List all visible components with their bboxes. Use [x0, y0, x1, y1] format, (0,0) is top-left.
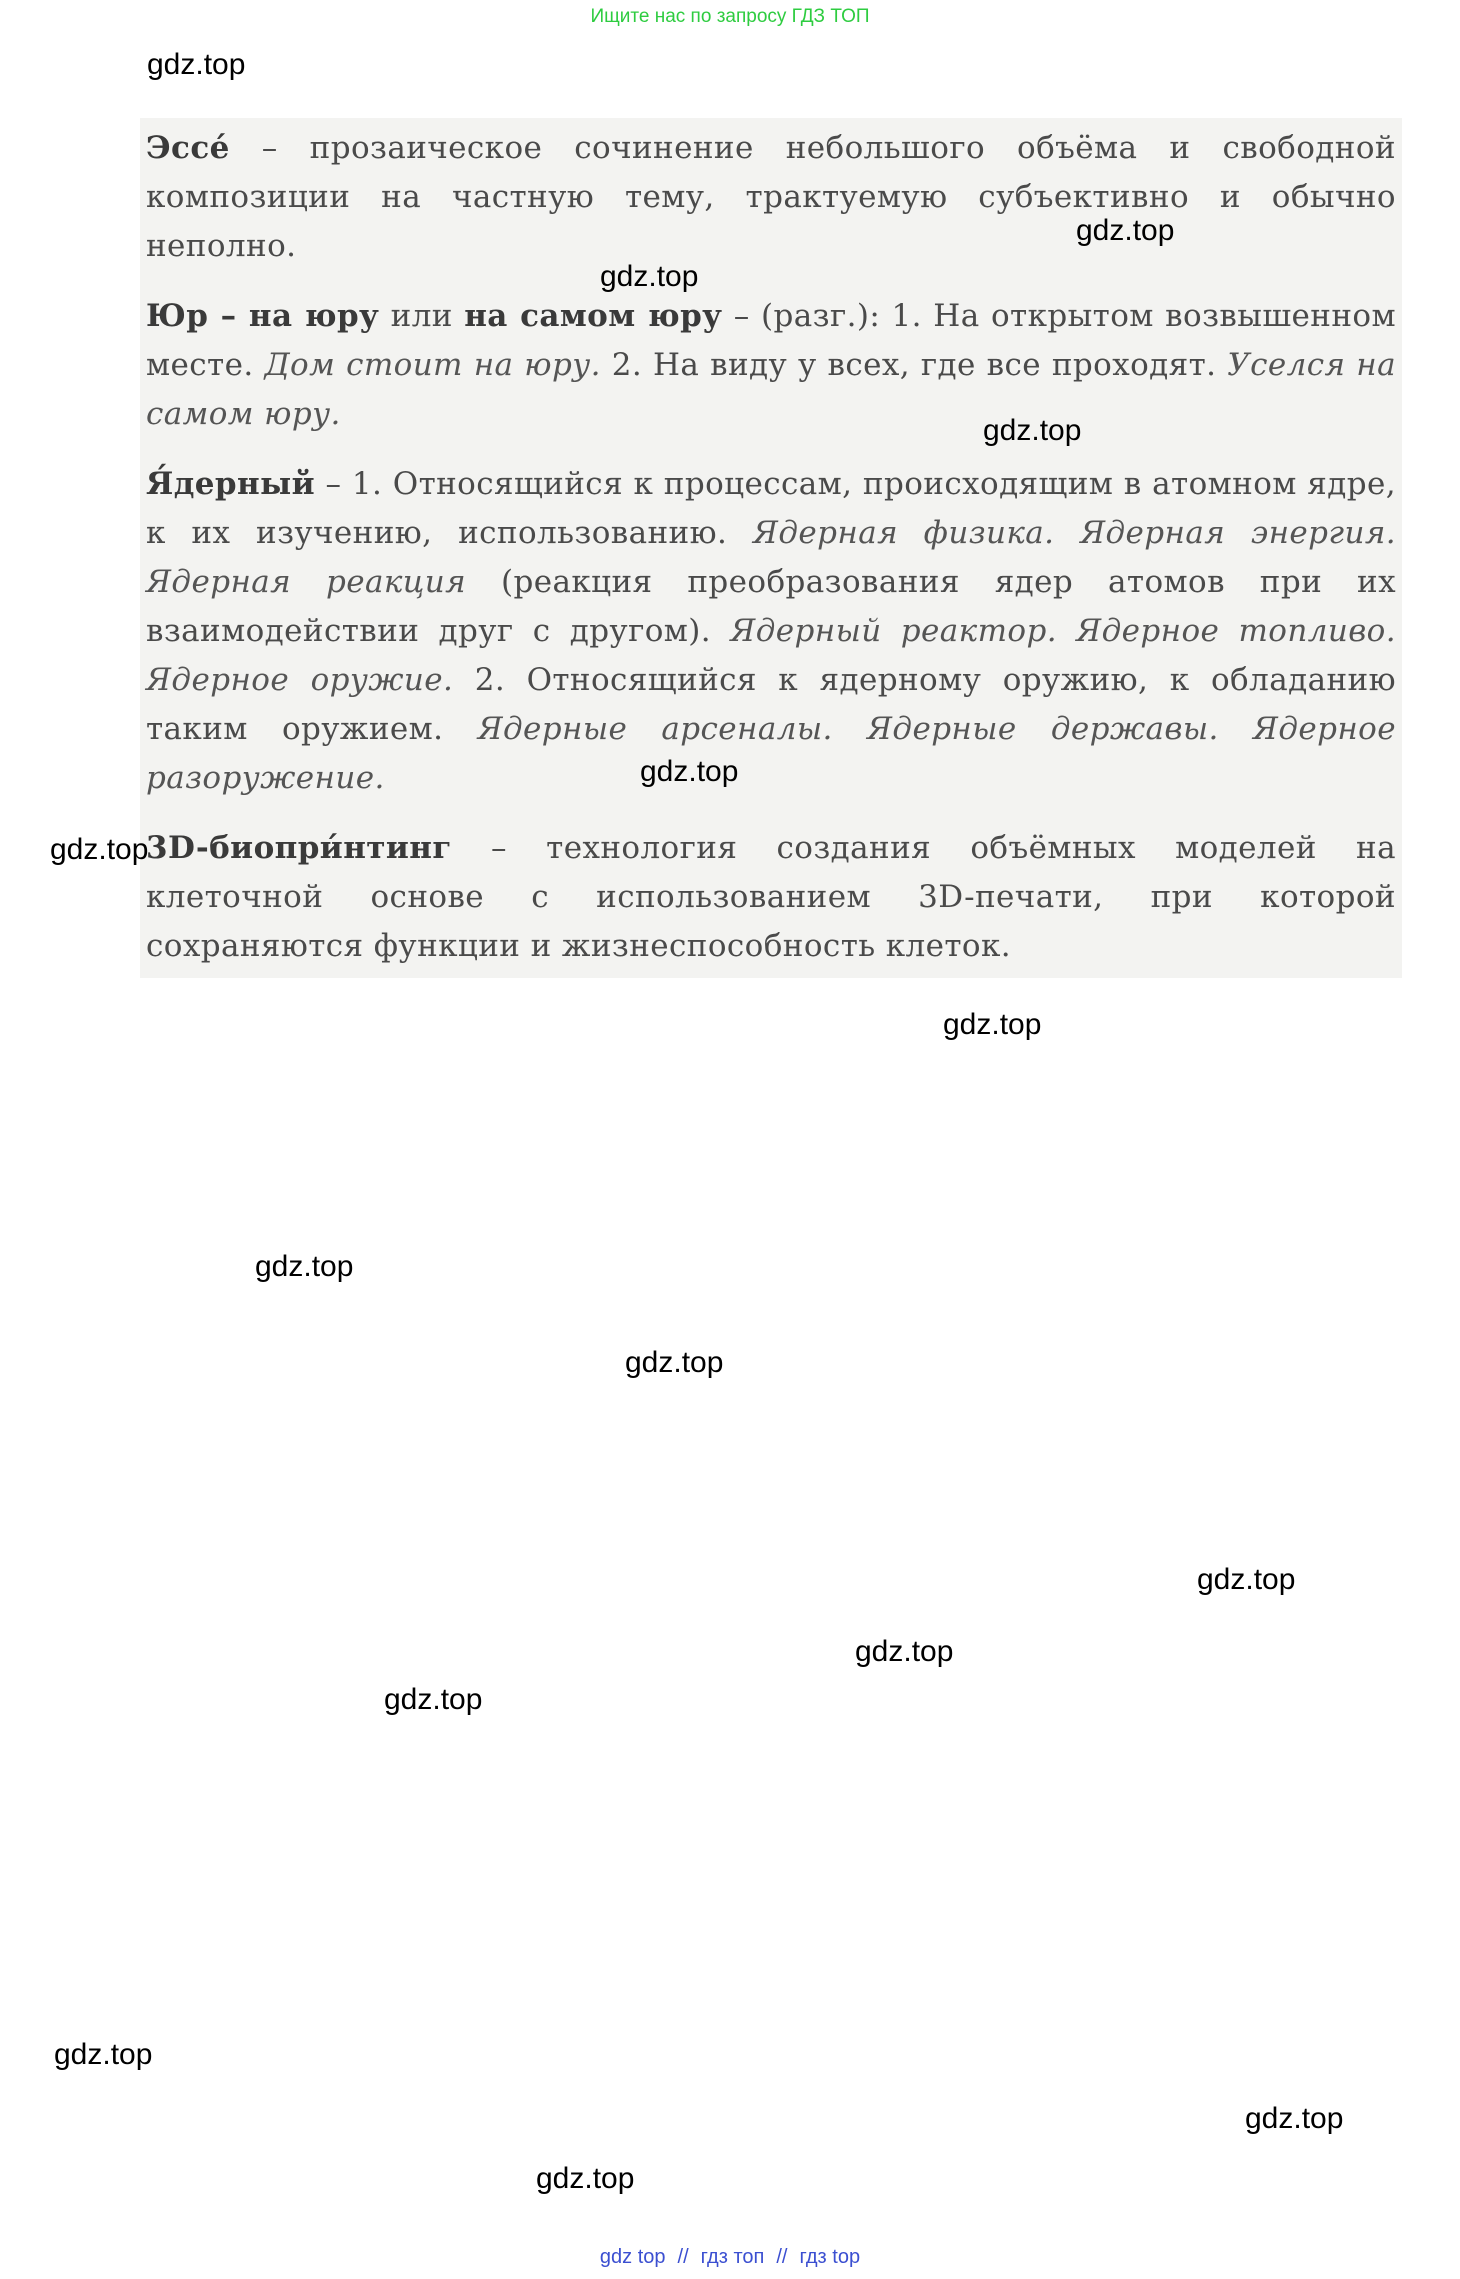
entry-yur — [146, 292, 1396, 439]
watermark: gdz.top — [536, 2162, 635, 2195]
footer-link[interactable]: gdz top — [599, 2246, 666, 2268]
entry-example: Уселся на самом юру. — [146, 347, 1396, 432]
footer-separator: // — [677, 2246, 689, 2268]
entry-conjunction: или — [379, 298, 465, 334]
entry-definition: 2. Относящийся к ядерному оружию, к обладанию таким оружием. — [146, 662, 1396, 747]
watermark: gdz.top — [147, 48, 246, 81]
entry-definition: – (разг.): 1. На открытом возвышенном месте. — [146, 298, 1396, 383]
entry-example: Дом стоит на юру. — [264, 347, 601, 383]
entry-term: Эссе́ — [146, 130, 230, 166]
entry-definition: – 1. Относящийся к процессам, происходящим в атомном ядре, к их изучению, использованию. — [146, 466, 1396, 551]
entry-term: Я́дерный — [146, 466, 315, 502]
textbook-scan — [140, 118, 1402, 978]
entry-definition: 2. На виду у всех, где все проходят. — [600, 347, 1228, 383]
watermark: gdz.top — [1197, 1563, 1296, 1596]
entry-definition: – прозаическое сочинение небольшого объёма и свободной композиции на частную тему, трактуемую субъективно и обычно неполно. — [146, 130, 1396, 264]
watermark: gdz.top — [625, 1346, 724, 1379]
entry-definition: (реакция преобразования ядер атомов при их взаимодействии друг с другом). — [146, 564, 1396, 649]
watermark: gdz.top — [855, 1635, 954, 1668]
footer-link[interactable]: гдз top — [799, 2246, 861, 2268]
watermark: gdz.top — [600, 260, 699, 293]
watermark: gdz.top — [1245, 2102, 1344, 2135]
footer-link[interactable]: гдз топ — [700, 2246, 765, 2268]
watermark: gdz.top — [255, 1250, 354, 1283]
entry-bioprinting — [146, 824, 1396, 971]
entry-yaderny — [146, 460, 1396, 803]
watermark: gdz.top — [1076, 214, 1175, 247]
watermark: gdz.top — [54, 2038, 153, 2071]
entry-term: Юр – на юру — [146, 298, 380, 334]
entry-definition: – технология создания объёмных моделей на клеточной основе с использованием 3D-печати, при которой сохраняются функции и жизнеспособность клеток. — [146, 830, 1396, 964]
footer — [0, 2246, 1460, 2269]
entry-example: Ядерный реактор. Ядерное топливо. Ядерное оружие. — [146, 613, 1396, 698]
watermark: gdz.top — [640, 755, 739, 788]
entry-term-variant: на самом юру — [464, 298, 723, 334]
footer-separator: // — [776, 2246, 788, 2268]
entry-term: 3D-биопри́нтинг — [146, 830, 452, 866]
entry-example: Ядерная физика. Ядерная энергия. Ядерная реакция — [146, 515, 1396, 600]
top-banner: Ищите нас по запросу ГДЗ ТОП — [590, 6, 870, 27]
watermark: gdz.top — [384, 1683, 483, 1716]
watermark: gdz.top — [50, 833, 149, 866]
entry-example: Ядерные арсеналы. Ядерные державы. Ядерное разоружение. — [146, 711, 1396, 796]
watermark: gdz.top — [943, 1008, 1042, 1041]
watermark: gdz.top — [983, 414, 1082, 447]
entry-esse — [146, 124, 1396, 271]
